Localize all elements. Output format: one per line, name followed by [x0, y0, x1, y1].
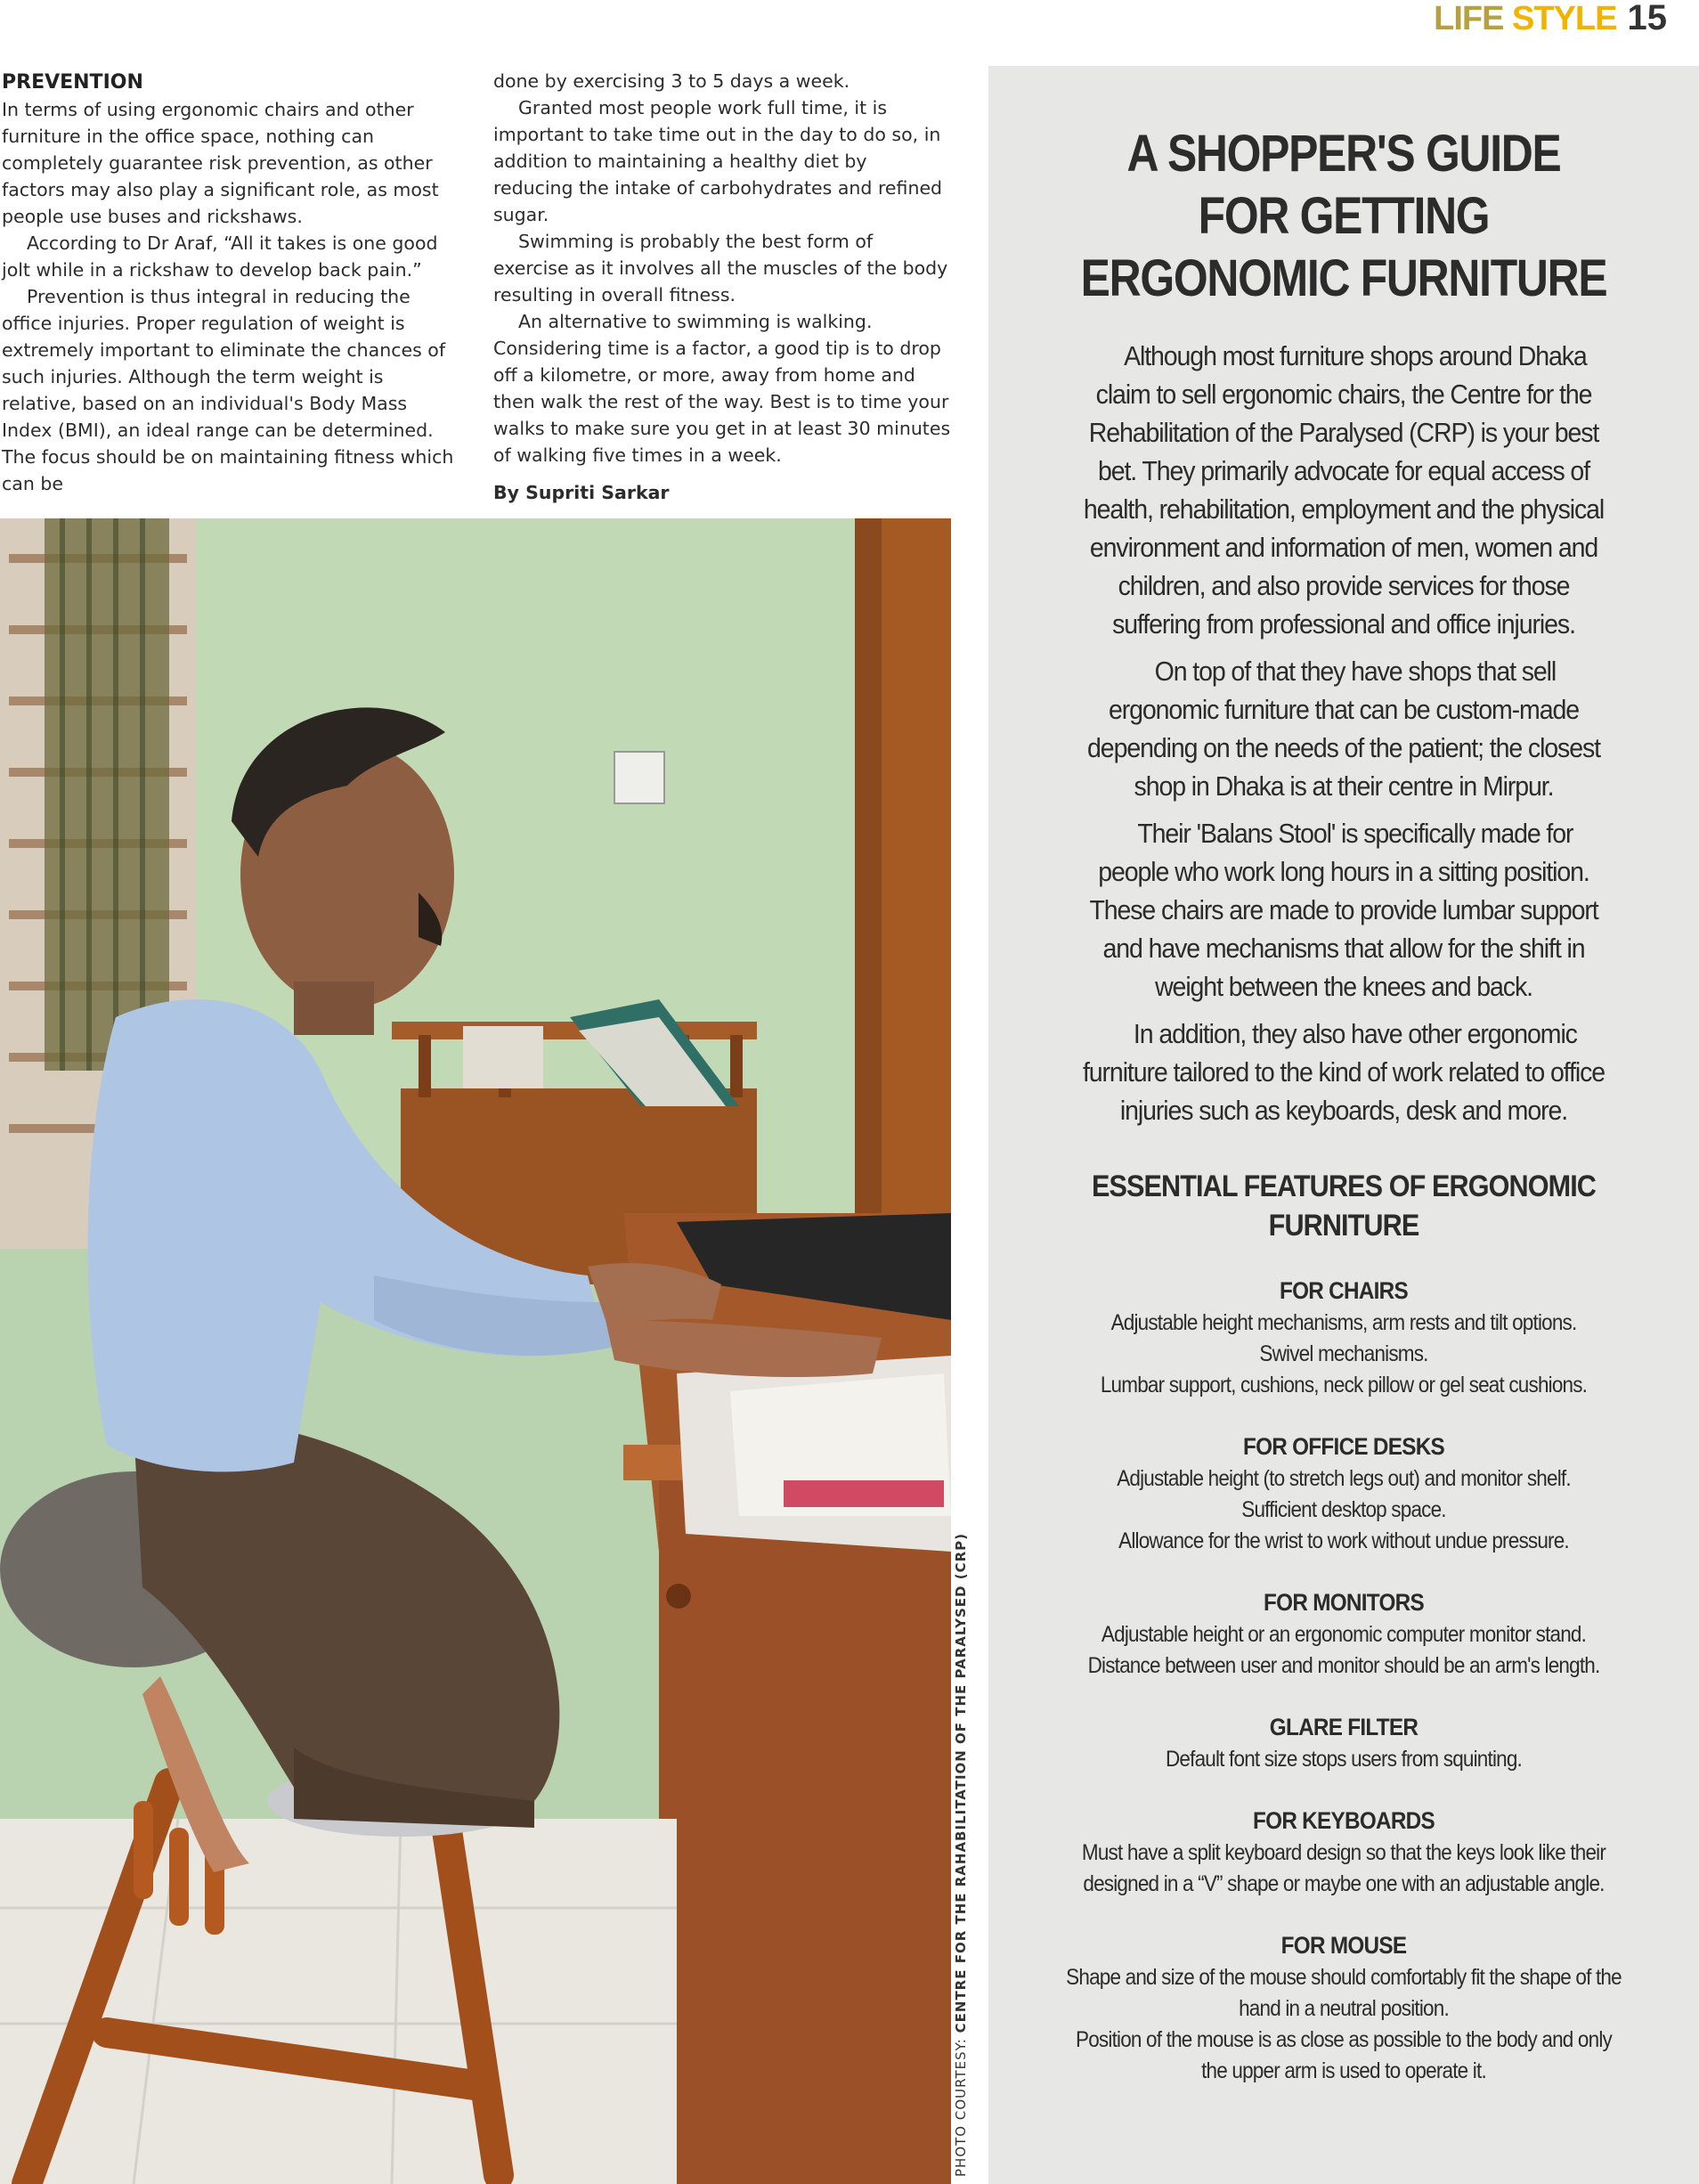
- features-heading: [1024, 1167, 1663, 1245]
- sidebar-headline: [1038, 123, 1649, 310]
- paragraph: done by exercising 3 to 5 days a week.: [493, 70, 850, 92]
- headline-line: FOR GETTING: [1198, 187, 1490, 245]
- feature-line: Shape and size of the mouse should comfortably fit the shape of the hand in a neutral position.: [1066, 1965, 1622, 2021]
- feature-line: Adjustable height (to stretch legs out) and monitor shelf.: [1117, 1466, 1571, 1491]
- feature-line: Distance between user and monitor should be an arm's length.: [1087, 1653, 1600, 1678]
- paragraph: In addition, they also have other ergonomic furniture tailored to the kind of work related to office injuries such as keyboards, desk and more.: [1082, 1018, 1606, 1126]
- article-column-1: [2, 69, 456, 497]
- article-photo: [0, 518, 951, 2184]
- paragraph: According to Dr Araf, “All it takes is one good jolt while in a rickshaw to develop back pain.”: [2, 232, 438, 281]
- photo-credit-name: CENTRE FOR THE RAHABILITATION OF THE PARALYSED (CRP): [953, 1533, 969, 2033]
- feature-glare-filter: [1024, 1712, 1663, 1775]
- feature-line: Default font size stops users from squinting.: [1165, 1747, 1522, 1772]
- feature-office-desks: [1024, 1431, 1663, 1557]
- feature-chairs: [1024, 1275, 1663, 1401]
- photo-illustration-man-on-kneeling-chair: [0, 518, 951, 2184]
- features-heading-line: ESSENTIAL FEATURES OF ERGONOMIC: [1091, 1169, 1597, 1203]
- paragraph: Prevention is thus integral in reducing the office injuries. Proper regulation of weight is extremely important to eliminate the chances of such injuries. Although the term weight is relative, based on an individual's Body Mass Index (BMI), an ideal range can be determined. The focus should be on maintaining fitness which can be: [2, 286, 454, 494]
- feature-line: Must have a split keyboard design so that the keys look like their designed in a “V” shape or maybe one with an adjustable angle.: [1081, 1840, 1606, 1896]
- paragraph: Granted most people work full time, it is important to take time out in the day to do so, in addition to maintaining a healthy diet by reducing the intake of carbohydrates and refined sugar.: [493, 97, 943, 225]
- feature-line: Sufficient desktop space.: [1241, 1497, 1446, 1522]
- paragraph: Swimming is probably the best form of exercise as it involves all the muscles of the body resulting in overall fitness.: [493, 231, 948, 306]
- byline: By Supriti Sarkar: [493, 482, 670, 503]
- sidebar-intro: [1082, 337, 1606, 1129]
- feature-title: FOR OFFICE DESKS: [1242, 1433, 1445, 1460]
- headline-line: ERGONOMIC FURNITURE: [1080, 249, 1607, 307]
- feature-title: GLARE FILTER: [1269, 1714, 1419, 1740]
- feature-keyboards: [1024, 1805, 1663, 1900]
- feature-title: FOR KEYBOARDS: [1253, 1807, 1435, 1834]
- features-heading-line: FURNITURE: [1268, 1209, 1419, 1243]
- feature-line: Adjustable height mechanisms, arm rests and tilt options.: [1110, 1310, 1577, 1335]
- masthead: [1434, 0, 1667, 36]
- section-name-life: LIFE: [1434, 0, 1504, 37]
- feature-title: FOR CHAIRS: [1280, 1277, 1408, 1304]
- feature-title: FOR MONITORS: [1264, 1589, 1424, 1616]
- section-name: [1434, 1, 1616, 37]
- paragraph: Although most furniture shops around Dhaka claim to sell ergonomic chairs, the Centre for the Rehabilitation of the Paralysed (CRP) is your best bet. They primarily advocate for equal access of health, rehabilitation, employment and the physical environment and information of men, women and children, and also provide services for those suffering from professional and office injuries.: [1083, 340, 1605, 640]
- headline-line: A SHOPPER'S GUIDE: [1126, 125, 1561, 183]
- paragraph: Their 'Balans Stool' is specifically made for people who work long hours in a sitting position. These chairs are made to provide lumbar support and have mechanisms that allow for the shift in weight between the knees and back.: [1089, 818, 1598, 1002]
- section-heading-prevention: PREVENTION: [2, 71, 143, 94]
- paragraph: An alternative to swimming is walking. Considering time is a factor, a good tip is to drop off a kilometre, or more, away from home and then walk the rest of the way. Best is to time your walks to make sure you get in at least 30 minutes of walking five times in a week.: [493, 311, 951, 466]
- section-name-style: STYLE: [1512, 0, 1617, 37]
- paragraph: On top of that they have shops that sell ergonomic furniture that can be custom-made depending on the needs of the patient; the closest shop in Dhaka is at their centre in Mirpur.: [1087, 656, 1600, 802]
- feature-line: Allowance for the wrist to work without undue pressure.: [1118, 1528, 1569, 1553]
- photo-credit: [951, 1507, 971, 2184]
- feature-line: Position of the mouse is as close as possible to the body and only the upper arm is used to operate it.: [1076, 2027, 1612, 2083]
- shoppers-guide-sidebar: [988, 66, 1699, 2184]
- feature-title: FOR MOUSE: [1280, 1932, 1407, 1959]
- feature-monitors: [1024, 1587, 1663, 1682]
- feature-mouse: [1024, 1930, 1663, 2087]
- paragraph: In terms of using ergonomic chairs and other furniture in the office space, nothing can completely guarantee risk prevention, as other factors may also play a significant role, as most people use buses and rickshaws.: [2, 99, 439, 227]
- article-column-2: [493, 68, 951, 506]
- page-number: 15: [1627, 0, 1667, 37]
- photo-credit-label: PHOTO COURTESY:: [953, 2038, 969, 2177]
- feature-line: Swivel mechanisms.: [1259, 1341, 1428, 1366]
- feature-line: Lumbar support, cushions, neck pillow or gel seat cushions.: [1100, 1373, 1588, 1398]
- feature-line: Adjustable height or an ergonomic computer monitor stand.: [1101, 1622, 1587, 1647]
